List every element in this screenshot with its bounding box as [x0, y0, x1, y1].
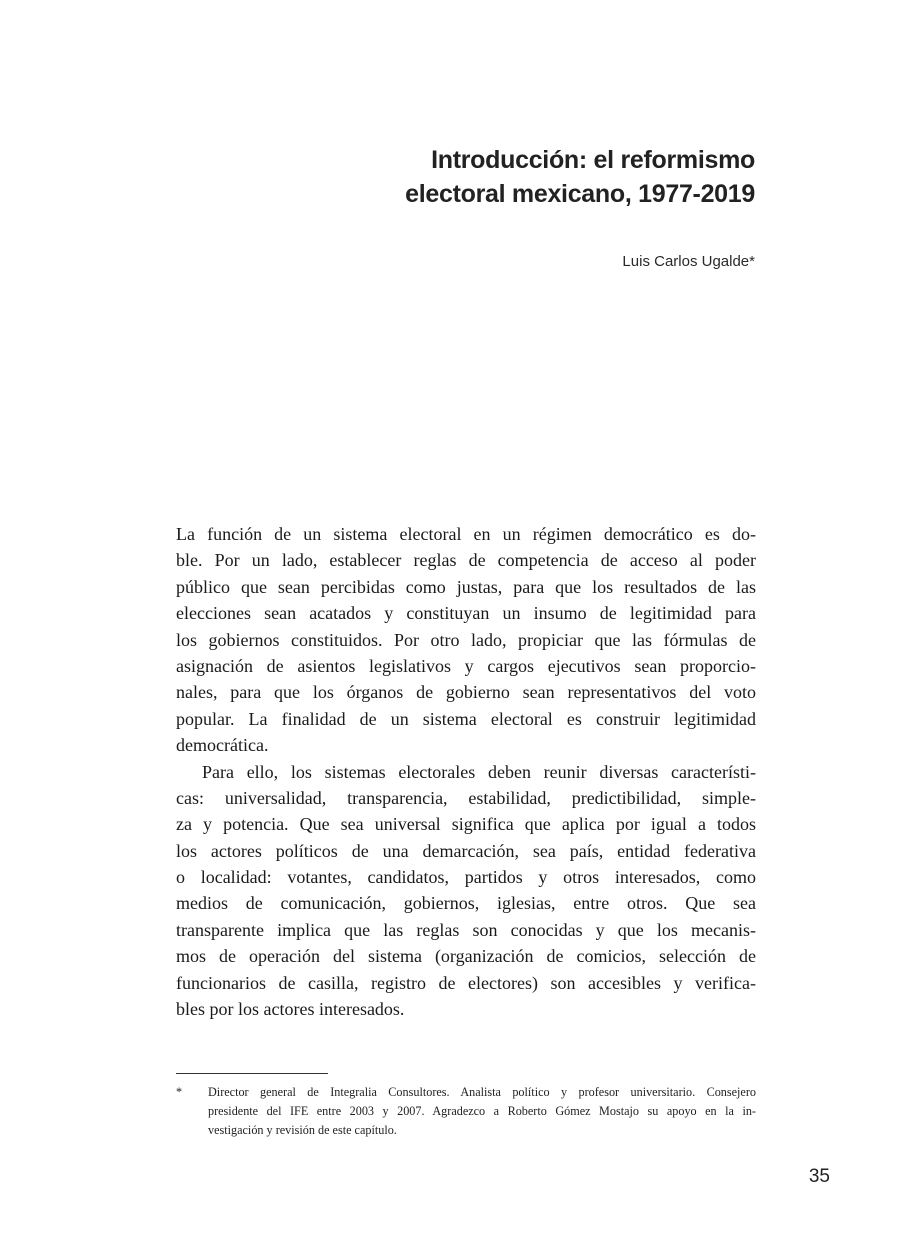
paragraph-2: [176, 759, 756, 1023]
footnote-line: presidente del IFE entre 2003 y 2007. Agradezco a Roberto Gómez Mostajo su apoyo en la in-: [208, 1104, 756, 1118]
text-line: nales, para que los órganos de gobierno sean representativos del voto: [176, 682, 756, 703]
chapter-title: [195, 143, 755, 211]
text-line: los actores políticos de una demarcación, sea país, entidad federativa: [176, 840, 756, 861]
footnote-line: vestigación y revisión de este capítulo.: [208, 1123, 397, 1137]
text-line: medios de comunicación, gobiernos, iglesias, entre otros. Que sea: [176, 893, 756, 914]
text-line: público que sean percibidas como justas, para que los resultados de las: [176, 576, 756, 597]
page-number: 35: [808, 1166, 830, 1187]
text-line: za y potencia. Que sea universal significa que aplica por igual a todos: [176, 814, 756, 835]
chapter-title-line-1: Introducción: el reformismo: [431, 146, 755, 174]
text-line: La función de un sistema electoral en un régimen democrático es do-: [176, 524, 756, 544]
footnote-mark: *: [176, 1085, 183, 1099]
footnote: [176, 1083, 756, 1140]
body-text: [176, 521, 756, 1022]
text-line: Para ello, los sistemas electorales deben reunir diversas característi-: [202, 761, 756, 782]
chapter-title-line-2: electoral mexicano, 1977-2019: [405, 180, 755, 208]
footnote-text: [208, 1083, 756, 1140]
text-line: democrática.: [176, 735, 269, 756]
text-line: asignación de asientos legislativos y cargos ejecutivos sean proporcio-: [176, 655, 756, 676]
text-line: cas: universalidad, transparencia, estabilidad, predictibilidad, simple-: [176, 787, 756, 808]
text-line: elecciones sean acatados y constituyan un insumo de legitimidad para: [176, 603, 756, 624]
text-line: ble. Por un lado, establecer reglas de competencia de acceso al poder: [176, 550, 756, 571]
text-line: popular. La finalidad de un sistema electoral es construir legitimidad: [176, 708, 756, 729]
text-line: los gobiernos constituidos. Por otro lado, propiciar que las fórmulas de: [176, 629, 756, 650]
author-name: Luis Carlos Ugalde*: [622, 253, 755, 270]
footnote-line: Director general de Integralia Consultores. Analista político y profesor universitario. Consejero: [208, 1085, 756, 1099]
footnote-separator: [176, 1073, 328, 1074]
text-line: bles por los actores interesados.: [176, 999, 405, 1020]
text-line: transparente implica que las reglas son conocidas y que los mecanis-: [176, 919, 756, 940]
text-line: funcionarios de casilla, registro de electores) son accesibles y verifica-: [176, 972, 756, 993]
text-line: o localidad: votantes, candidatos, partidos y otros interesados, como: [176, 867, 756, 888]
text-line: mos de operación del sistema (organización de comicios, selección de: [176, 946, 756, 967]
paragraph-1: [176, 521, 756, 759]
